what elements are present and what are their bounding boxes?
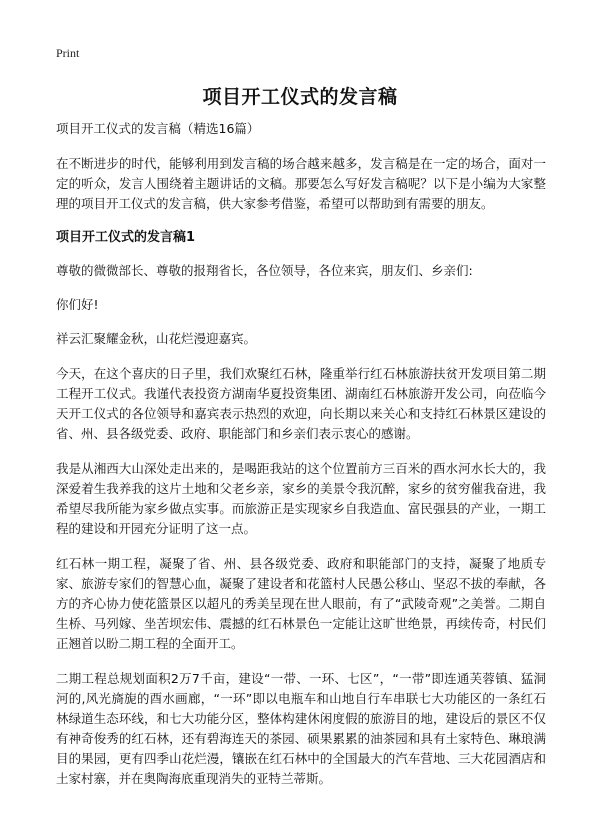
body-paragraph: 红石林一期工程，凝聚了省、州、县各级党委、政府和职能部门的支持，凝聚了地质专家、旅游专家们的智慧心血，凝聚了建设者和花篮村人民愚公移山、坚忍不拔的奉献，各方的齐心协力使花篮景区以超凡的秀美呈现在世人眼前，有了“武陵奇观”之美誉。二期自生桥、马列嫁、坐苦坝宏伟、震撼的红石林景色一定能让这旷世绝景，再续传奇，村民们正翘首以盼二期工程的全面开工。 [56,556,546,651]
greeting: 你们好! [56,297,99,312]
section-heading: 项目开工仪式的发言稿1 [56,230,196,245]
document-body [56,120,546,804]
body-paragraph: 二期工程总规划面积2万7千亩，建设“一带、一环、七区”，“一带”即连通芙蓉镇、猛洞河的,风光旖旎的酉水画廊，“一环”即以电瓶车和山地自行车串联七大功能区的一条红石林绿道生态环线，和七大功能分区，整体构建休闲度假的旅游目的地，建设后的景区不仅有神奇俊秀的红石林，还有碧海连天的茶园、硕果累累的油茶园和具有土家特色、琳琅满目的果园，更有四季山花烂漫，镶嵌在红石林中的全国最大的汽车营地、三大花园酒店和土家村寨，并在奥陶海底重现消失的亚特兰蒂斯。 [56,671,546,786]
document-subtitle: 项目开工仪式的发言稿（精选16篇） [56,121,260,136]
body-paragraph: 今天，在这个喜庆的日子里，我们欢聚红石林，隆重举行红石林旅游扶贫开发项目第二期工程开工仪式。我谨代表投资方湖南华夏投资集团、湖南红石林旅游开发公司，向莅临今天开工仪式的各位领导和嘉宾表示热烈的欢迎，向长期以来关心和支持红石林景区建设的省、州、县各级党委、政府、职能部门和乡亲们表示衷心的感谢。 [56,366,546,441]
page-title: 项目开工仪式的发言稿 [202,86,398,108]
print-link[interactable]: Print [56,46,80,60]
opening-line: 祥云汇聚耀金秋，山花烂漫迎嘉宾。 [56,331,257,346]
body-paragraph: 我是从湘西大山深处走出来的，是喝距我站的这个位置前方三百米的酉水河水长大的，我深爱着生我养我的这片土地和父老乡亲，家乡的美景令我沉醉，家乡的贫穷催我奋进，我希望尽我所能为家乡做点实事。而旅游正是实现家乡自我造血、富民强县的产业，一期工程的建设和开园充分证明了这一点。 [56,461,546,536]
intro-paragraph: 在不断进步的时代，能够利用到发言稿的场合越来越多，发言稿是在一定的场合，面对一定的听众，发言人围绕着主题讲话的文稿。那要怎么写好发言稿呢？以下是小编为大家整理的项目开工仪式的发言稿，供大家参考借鉴，希望可以帮助到有需要的朋友。 [56,156,546,211]
salutation: 尊敬的微微部长、尊敬的报翔省长，各位领导，各位来宾，朋友们、乡亲们: [56,263,473,278]
